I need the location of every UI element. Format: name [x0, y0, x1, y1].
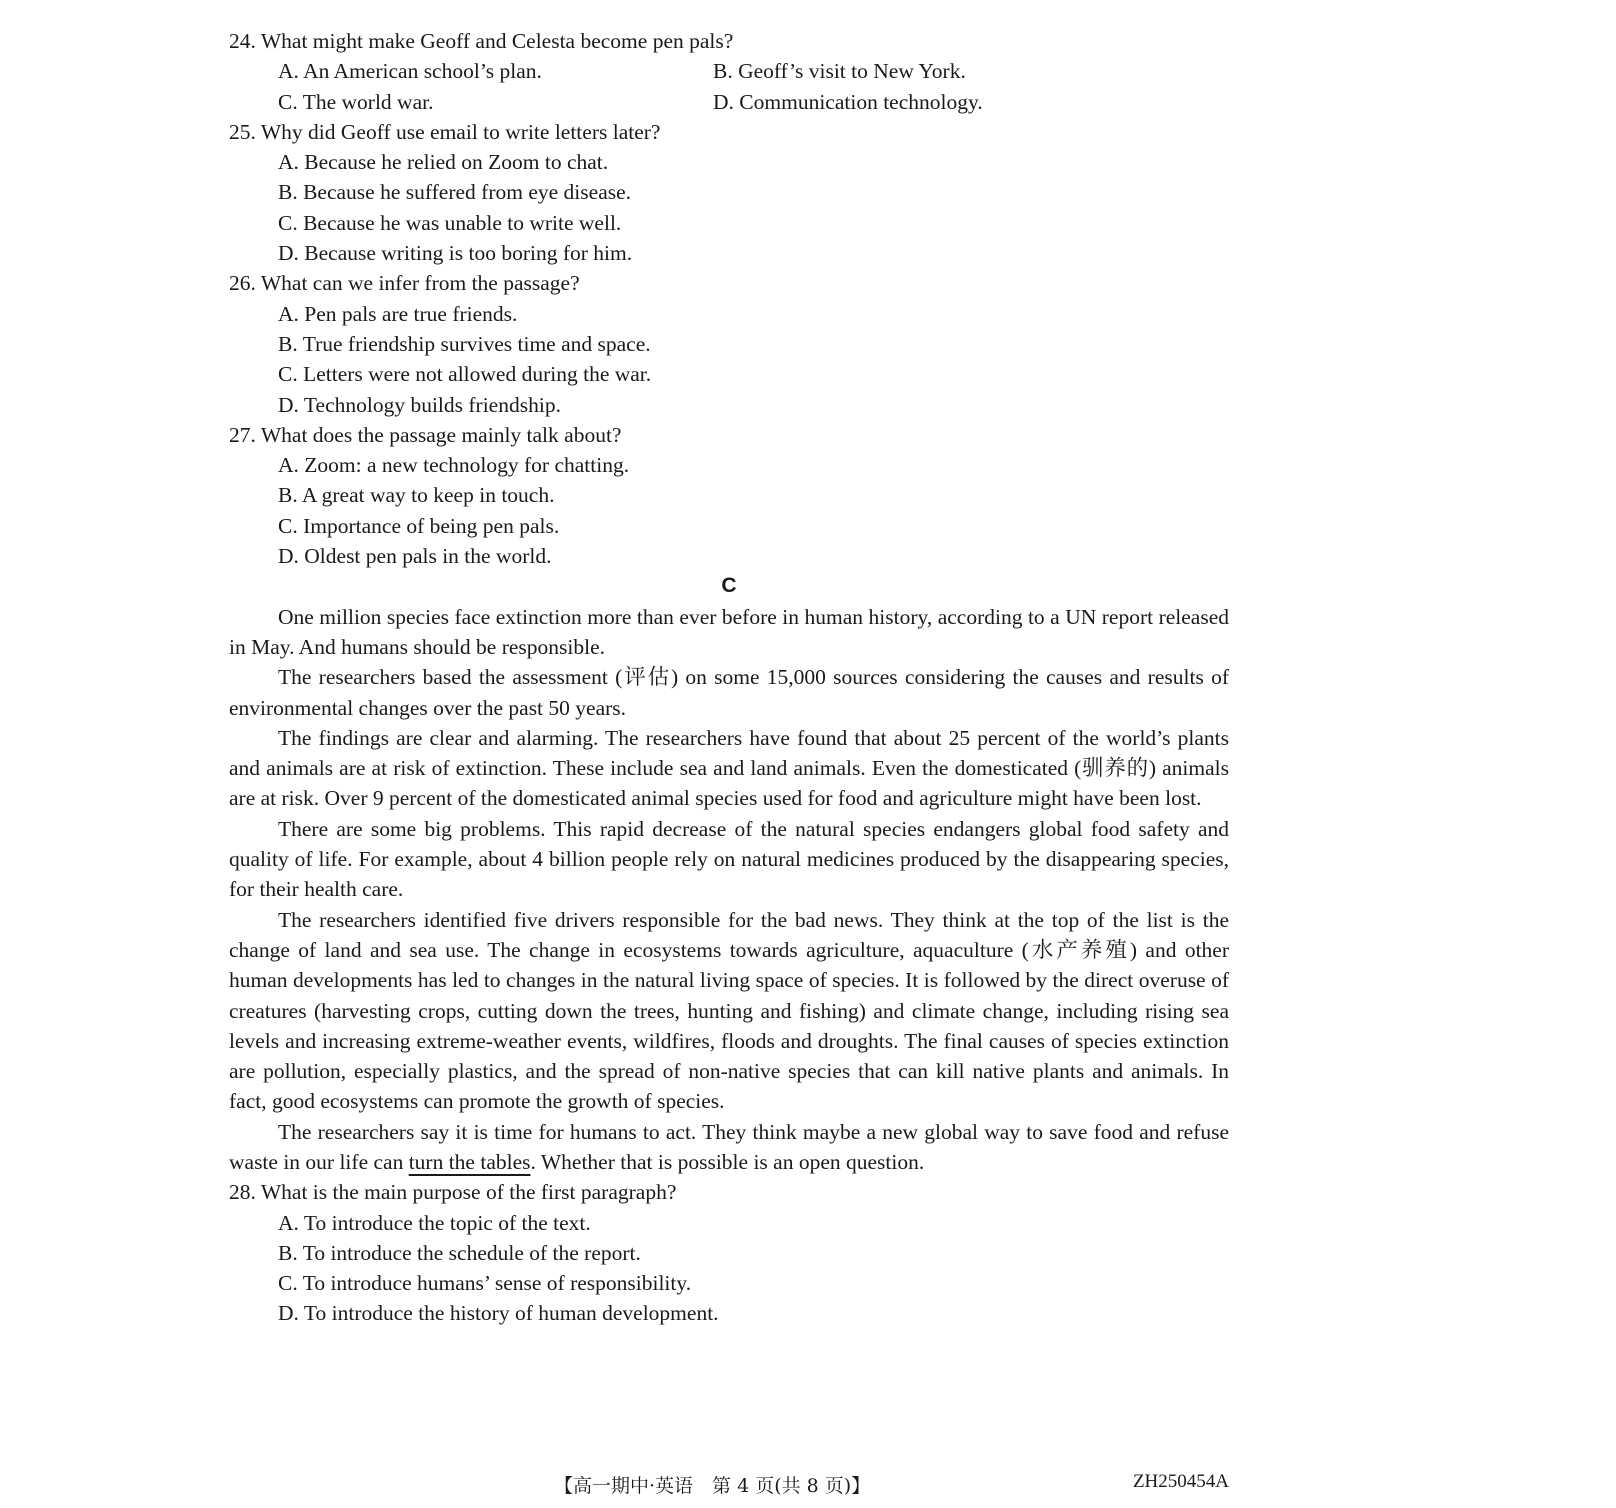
reading-passage [229, 602, 1229, 1178]
option-row [229, 87, 1229, 117]
question-stem: 28. What is the main purpose of the first paragraph? [229, 1180, 677, 1205]
paragraph-text: The researchers say it is time for humans to act. They think maybe a new global way to save food and refuse waste in our life can [229, 1119, 1229, 1174]
option-b: B. To introduce the schedule of the report. [278, 1240, 641, 1265]
option-d: D. Technology builds friendship. [278, 392, 561, 417]
question-stem: 25. Why did Geoff use email to write letters later? [229, 119, 661, 144]
option-c: C. Because he was unable to write well. [278, 210, 622, 235]
option-c: C. Letters were not allowed during the war. [278, 362, 652, 387]
option-a: A. Pen pals are true friends. [278, 301, 518, 326]
option-b: B. Because he suffered from eye disease. [278, 180, 632, 205]
passage-paragraph-1: One million species face extinction more than ever before in human history, according to a UN report released in May. And humans should be responsible. [229, 604, 1229, 659]
page-content [229, 26, 1229, 1329]
question-stem: 27. What does the passage mainly talk about? [229, 422, 622, 447]
section-label: C [721, 574, 737, 598]
passage-paragraph-3: The findings are clear and alarming. The researchers have found that about 25 percent of the world’s plants and animals are at risk of extinction. These include sea and land animals. Even the domesticated (驯养的) animals are at risk. Over 9 percent of the domesticated animal species used for food and agriculture might have been lost. [229, 725, 1229, 811]
option-a: A. Because he relied on Zoom to chat. [278, 150, 609, 175]
option-b: B. Geoff’s visit to New York. [713, 59, 966, 84]
option-d: D. Oldest pen pals in the world. [278, 544, 552, 569]
page-footer [229, 1471, 1229, 1501]
paragraph-text: . Whether that is possible is an open question. [530, 1149, 925, 1174]
option-d: D. Because writing is too boring for him. [278, 241, 633, 266]
question-26 [229, 268, 1229, 419]
footer-exam-code: ZH250454A [1132, 1471, 1229, 1492]
question-stem: 24. What might make Geoff and Celesta become pen pals? [229, 29, 734, 53]
question-27 [229, 420, 1229, 571]
option-a: A. Zoom: a new technology for chatting. [278, 453, 630, 478]
footer-page-info: 【高一期中·英语 第 4 页(共 8 页)】 [554, 1475, 871, 1497]
option-b: B. True friendship survives time and space. [278, 331, 651, 356]
question-28 [229, 1177, 1229, 1328]
passage-paragraph-5: The researchers identified five drivers responsible for the bad news. They think at the top of the list is the change of land and sea use. The change in ecosystems towards agriculture, aquaculture (水产养殖) and other human developments has led to changes in the natural living space of species. It is followed by the direct overuse of creatures (harvesting crops, cutting down the trees, hunting and fishing) and climate change, including rising sea levels and increasing extreme-weather events, wildfires, floods and droughts. The final causes of species extinction are pollution, especially plastics, and the spread of non-native species that can kill native plants and animals. In fact, good ecosystems can promote the growth of species. [229, 907, 1229, 1114]
option-c: C. To introduce humans’ sense of responsibility. [278, 1271, 692, 1296]
passage-paragraph-4: There are some big problems. This rapid decrease of the natural species endangers global food safety and quality of life. For example, about 4 billion people rely on natural medicines produced by the disappearing species, for their health care. [229, 816, 1229, 902]
option-b: B. A great way to keep in touch. [278, 483, 555, 508]
underlined-phrase: turn the tables [408, 1149, 531, 1174]
question-stem: 26. What can we infer from the passage? [229, 271, 580, 296]
passage-paragraph-6 [229, 1117, 1229, 1178]
option-c: C. Importance of being pen pals. [278, 513, 560, 538]
question-25 [229, 117, 1229, 268]
question-24 [229, 26, 1229, 117]
option-a: A. To introduce the topic of the text. [278, 1210, 591, 1235]
option-d: D. To introduce the history of human development. [278, 1301, 719, 1326]
passage-paragraph-2: The researchers based the assessment (评估) on some 15,000 sources considering the causes and results of environmental changes over the past 50 years. [229, 665, 1229, 720]
option-row [229, 56, 1229, 86]
option-d: D. Communication technology. [713, 89, 983, 114]
option-c: C. The world war. [278, 89, 434, 114]
option-a: A. An American school’s plan. [278, 59, 542, 84]
